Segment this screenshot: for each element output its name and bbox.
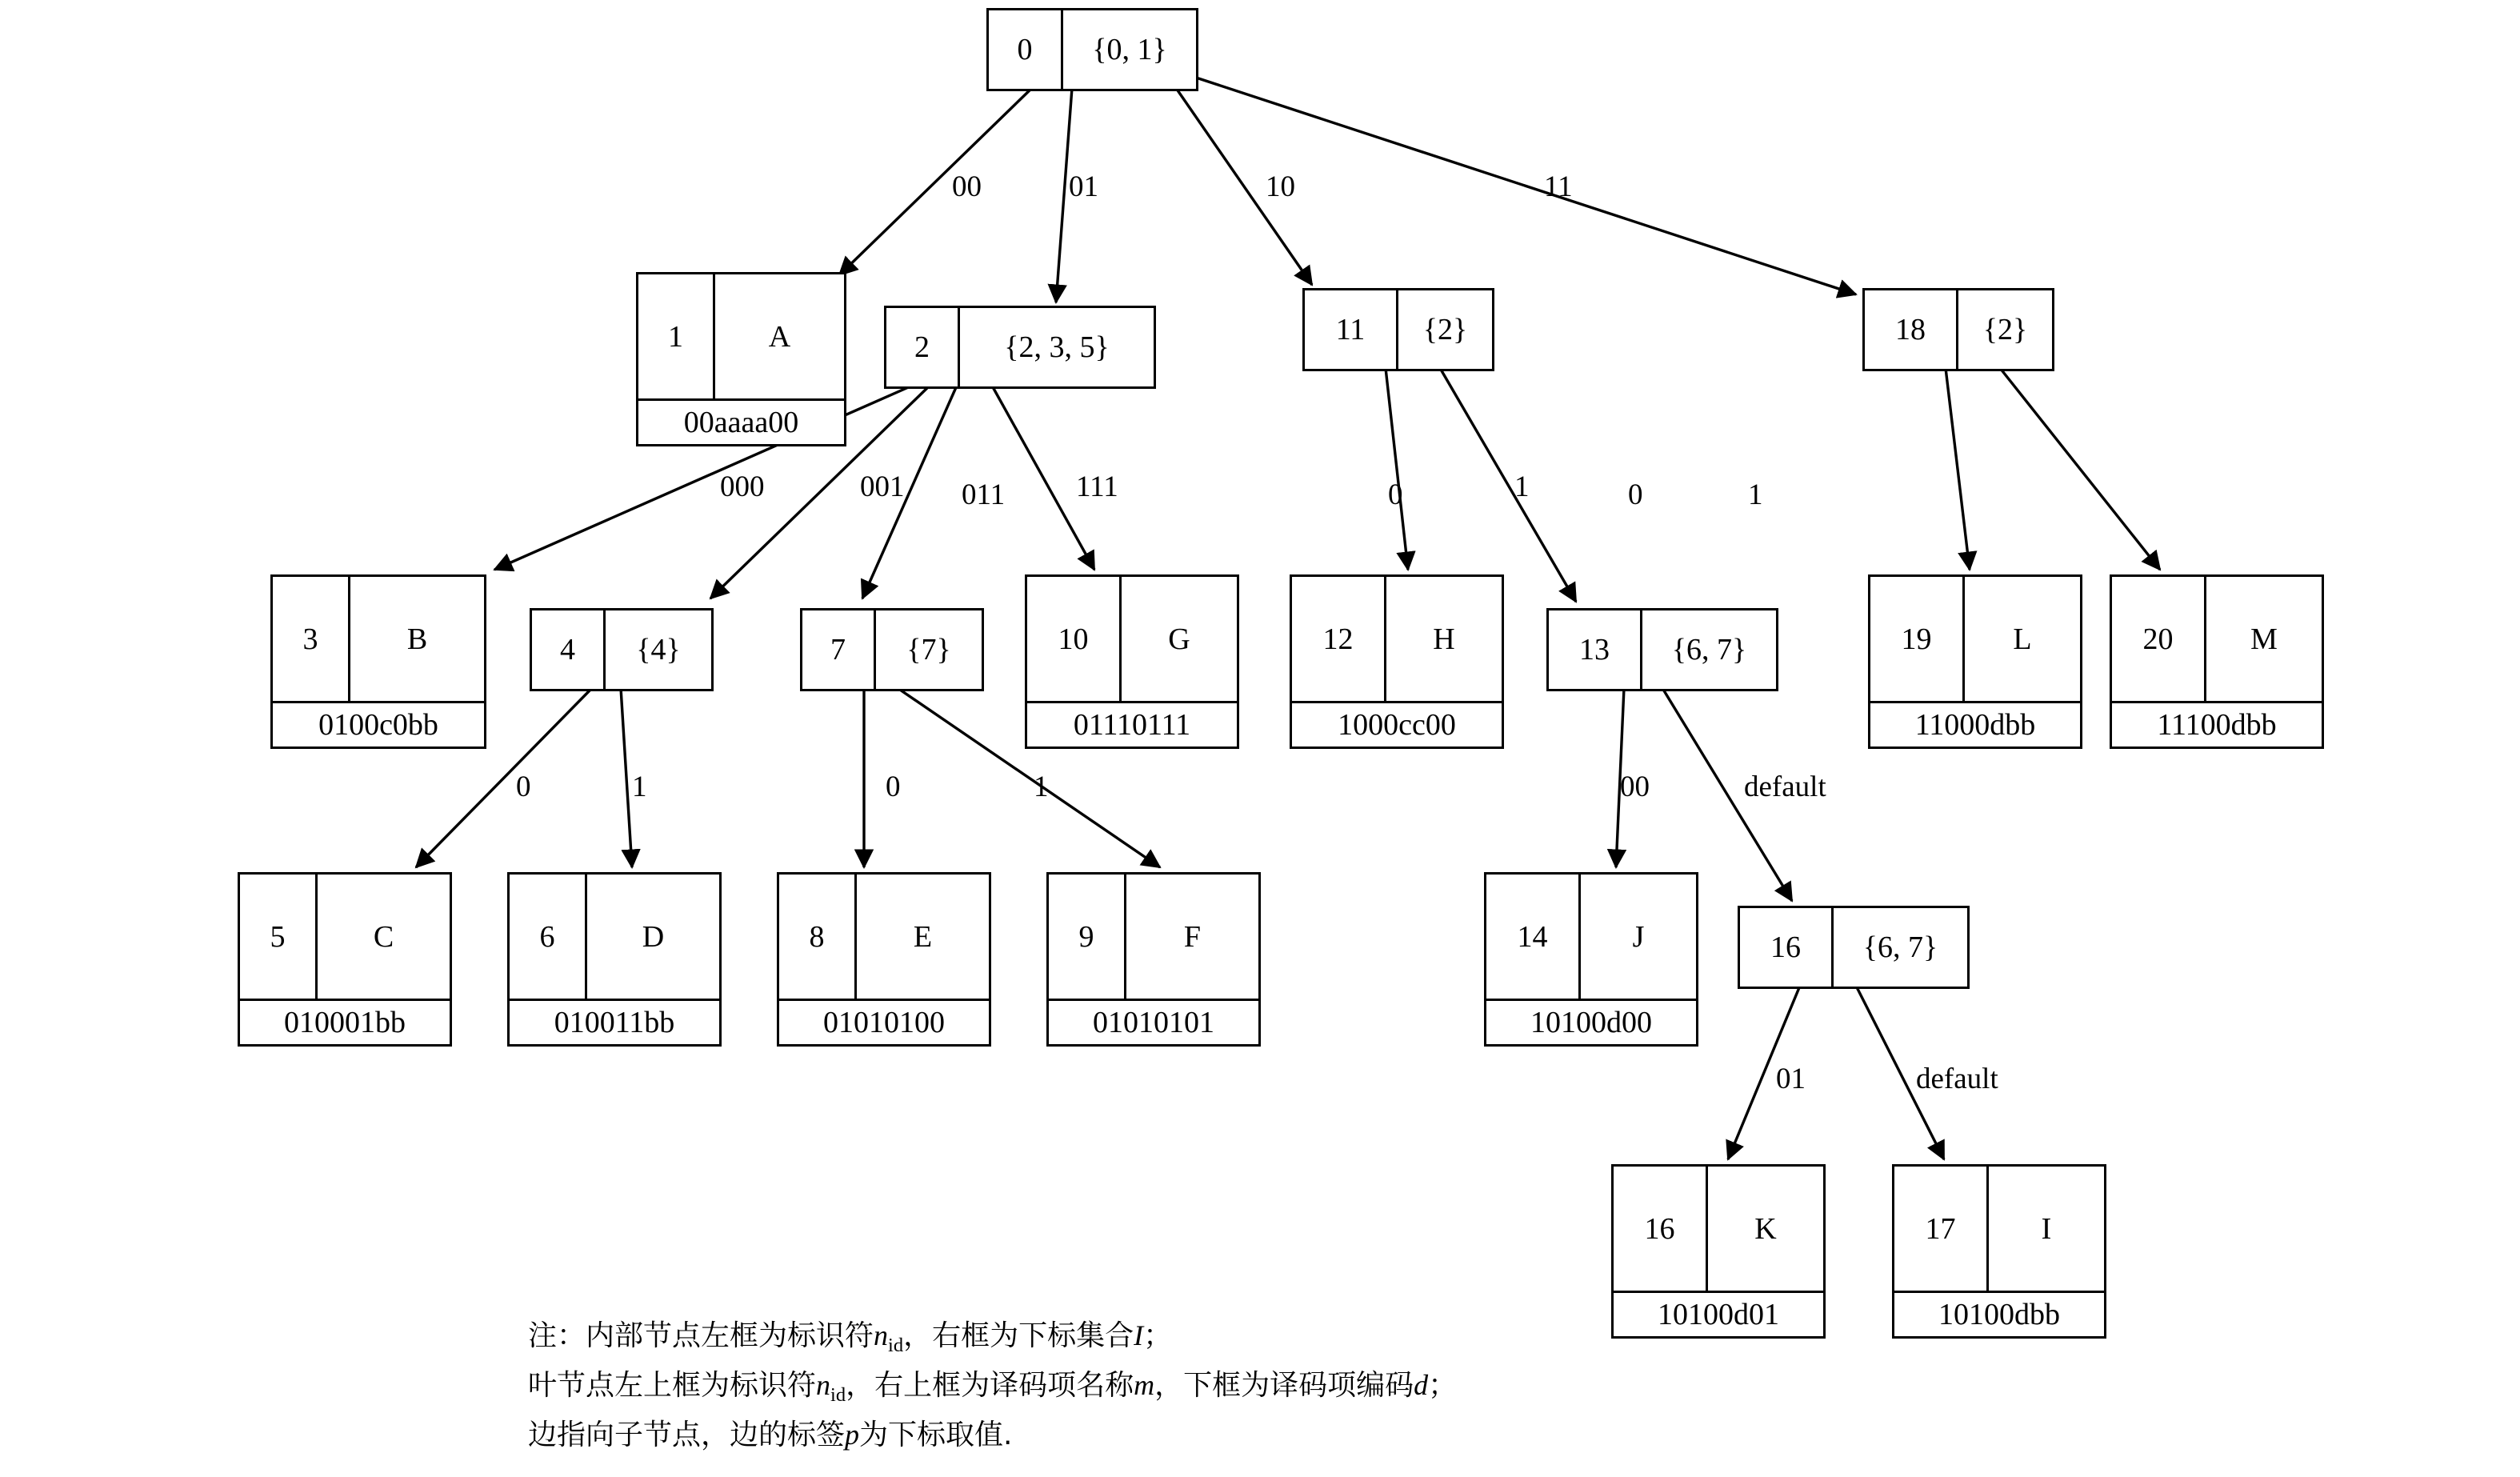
node-n6-code: 010011bb: [510, 999, 719, 1044]
node-n19[interactable]: [1868, 574, 2082, 749]
node-n6-value: D: [642, 919, 665, 954]
legend-line1-n: n: [874, 1319, 889, 1351]
edge-n18-n20: [2000, 368, 2160, 570]
node-n16a[interactable]: [1738, 906, 1970, 989]
node-n13[interactable]: [1546, 608, 1778, 691]
legend-line3-text-b: 为下标取值.: [859, 1418, 1013, 1451]
node-n20-code: 11100dbb: [2112, 701, 2322, 747]
node-n1-id: 1: [638, 274, 715, 398]
node-n3-top: [273, 577, 484, 701]
legend-line2-text-e: ；: [1428, 1368, 1458, 1402]
node-n5-code: 010001bb: [240, 999, 450, 1044]
node-n1-value: A: [768, 319, 791, 354]
legend: [528, 1312, 1457, 1459]
edge-label-n0-n18: 11: [1544, 170, 1573, 203]
node-n16a-top: [1740, 908, 1967, 987]
edge-label-n2-n3: 000: [720, 470, 765, 503]
legend-line2-text-c: ，下框为译码项编码: [1154, 1368, 1414, 1402]
node-n19-id: 19: [1870, 577, 1965, 701]
legend-line1-text-c: ；: [1143, 1319, 1173, 1352]
legend-line2-d: d: [1414, 1368, 1429, 1401]
edge-label-n16a-n17: default: [1916, 1063, 1998, 1095]
node-n2-value: {2, 3, 5}: [1004, 330, 1110, 364]
node-n9-code: 01010101: [1049, 999, 1258, 1044]
node-n8-code: 01010100: [779, 999, 989, 1044]
node-n11-top: [1305, 290, 1492, 369]
node-n16a-id: 16: [1740, 908, 1834, 987]
node-n18[interactable]: [1862, 288, 2054, 371]
edge-n11-n12: [1386, 368, 1408, 570]
edge-label-n18-n20: 1: [1748, 478, 1763, 511]
node-n14-id: 14: [1486, 875, 1581, 999]
node-n6-id: 6: [510, 875, 587, 999]
node-n1-top: [638, 274, 844, 398]
node-n11-id: 11: [1305, 290, 1398, 369]
edge-label-n7-n9: 1: [1034, 771, 1049, 803]
legend-line2-text-b: ，右上框为译码项名称: [846, 1368, 1134, 1402]
edge-label-n13-n14: 00: [1620, 771, 1650, 803]
node-n0-id: 0: [989, 10, 1063, 89]
node-n17-code: 10100dbb: [1894, 1291, 2104, 1336]
node-n18-top: [1865, 290, 2052, 369]
edge-label-n4-n6: 1: [632, 771, 647, 803]
node-n10[interactable]: [1025, 574, 1239, 749]
legend-line1-text-b: ，右框为下标集合: [903, 1319, 1134, 1352]
legend-line1-i: I: [1134, 1319, 1144, 1351]
node-n17-value: I: [2041, 1211, 2052, 1246]
legend-line-2: [528, 1362, 1457, 1411]
node-n14[interactable]: [1484, 872, 1698, 1047]
edge-label-n11-n12: 0: [1388, 478, 1403, 511]
node-n2[interactable]: [884, 306, 1156, 389]
legend-line1-text-a: 注：内部节点左框为标识符: [528, 1319, 874, 1352]
node-n10-code: 01110111: [1027, 701, 1237, 747]
edge-n11-n13: [1440, 368, 1576, 602]
node-n6-top: [510, 875, 719, 999]
edge-n0-n1: [839, 88, 1032, 275]
node-n5-value: C: [373, 919, 394, 954]
node-n16b-id: 16: [1614, 1167, 1708, 1291]
legend-line3-text-a: 边指向子节点，边的标签: [528, 1418, 846, 1451]
node-n13-top: [1549, 610, 1776, 689]
node-n20-id: 20: [2112, 577, 2206, 701]
edge-label-n18-n19: 0: [1628, 478, 1643, 511]
node-n2-top: [886, 308, 1154, 386]
node-n1[interactable]: [636, 272, 846, 446]
edge-label-n13-n16a: default: [1744, 771, 1826, 803]
node-n16b-code: 10100d01: [1614, 1291, 1823, 1336]
node-n18-id: 18: [1865, 290, 1958, 369]
node-n10-value: G: [1168, 622, 1190, 656]
node-n11[interactable]: [1302, 288, 1494, 371]
node-n16b[interactable]: [1611, 1164, 1826, 1339]
node-n14-top: [1486, 875, 1696, 999]
node-n8-value: E: [913, 919, 933, 954]
legend-line3-p: p: [845, 1418, 860, 1451]
node-n9-top: [1049, 875, 1258, 999]
node-n3[interactable]: [270, 574, 486, 749]
edge-label-n0-n11: 10: [1266, 170, 1295, 203]
node-n0[interactable]: [986, 8, 1198, 91]
node-n4[interactable]: [530, 608, 714, 691]
node-n14-code: 10100d00: [1486, 999, 1696, 1044]
node-n7-id: 7: [802, 610, 876, 689]
node-n4-id: 4: [532, 610, 606, 689]
node-n3-id: 3: [273, 577, 350, 701]
node-n8-id: 8: [779, 875, 857, 999]
node-n20-top: [2112, 577, 2322, 701]
node-n16b-value: K: [1754, 1211, 1777, 1246]
node-n12-id: 12: [1292, 577, 1386, 701]
legend-line1-sub: id: [888, 1335, 904, 1357]
node-n7-top: [802, 610, 982, 689]
legend-line2-n: n: [816, 1368, 831, 1401]
node-n10-top: [1027, 577, 1237, 701]
edge-label-n16a-n16b: 01: [1776, 1063, 1806, 1095]
node-n11-value: {2}: [1422, 313, 1468, 346]
node-n17-id: 17: [1894, 1167, 1989, 1291]
node-n9[interactable]: [1046, 872, 1261, 1047]
node-n12-code: 1000cc00: [1292, 701, 1502, 747]
node-n9-id: 9: [1049, 875, 1126, 999]
node-n3-code: 0100c0bb: [273, 701, 484, 747]
edge-label-n2-n7: 011: [962, 478, 1006, 511]
edge-n4-n6: [621, 688, 632, 867]
node-n19-value: L: [2013, 622, 2032, 656]
edge-label-n2-n4: 001: [860, 470, 905, 503]
node-n7[interactable]: [800, 608, 984, 691]
legend-line2-text-a: 叶节点左上框为标识符: [528, 1368, 817, 1402]
node-n3-value: B: [406, 622, 428, 656]
legend-line2-sub: id: [830, 1384, 846, 1407]
legend-line2-m: m: [1134, 1368, 1155, 1401]
edge-label-n7-n8: 0: [886, 771, 901, 803]
node-n19-top: [1870, 577, 2080, 701]
node-n5[interactable]: [238, 872, 452, 1047]
node-n18-value: {2}: [1982, 313, 2028, 346]
node-n20[interactable]: [2110, 574, 2324, 749]
node-n12-value: H: [1433, 622, 1455, 656]
node-n9-value: F: [1183, 919, 1202, 954]
node-n2-id: 2: [886, 308, 960, 386]
node-n7-value: {7}: [906, 633, 951, 666]
node-n4-value: {4}: [636, 633, 681, 666]
node-n8[interactable]: [777, 872, 991, 1047]
legend-line-3: [528, 1411, 1457, 1459]
edge-n18-n19: [1946, 368, 1970, 570]
node-n8-top: [779, 875, 989, 999]
node-n4-top: [532, 610, 711, 689]
node-n17-top: [1894, 1167, 2104, 1291]
node-n10-id: 10: [1027, 577, 1122, 701]
edge-label-n0-n2: 01: [1069, 170, 1098, 203]
node-n0-top: [989, 10, 1196, 89]
node-n0-value: {0, 1}: [1092, 33, 1167, 66]
node-n5-id: 5: [240, 875, 318, 999]
legend-line-1: [528, 1312, 1457, 1362]
node-n1-code: 00aaaa00: [638, 398, 844, 444]
node-n20-value: M: [2250, 622, 2278, 656]
edge-label-n11-n13: 1: [1514, 470, 1530, 503]
node-n19-code: 11000dbb: [1870, 701, 2080, 747]
node-n14-value: J: [1632, 919, 1645, 954]
node-n17[interactable]: [1892, 1164, 2106, 1339]
node-n13-id: 13: [1549, 610, 1642, 689]
node-n16b-top: [1614, 1167, 1823, 1291]
node-n5-top: [240, 875, 450, 999]
node-n13-value: {6, 7}: [1671, 633, 1747, 666]
edge-label-n4-n5: 0: [516, 771, 531, 803]
edge-label-n0-n1: 00: [952, 170, 982, 203]
node-n16a-value: {6, 7}: [1862, 931, 1938, 964]
node-n12-top: [1292, 577, 1502, 701]
edge-label-n2-n10: 111: [1076, 470, 1118, 503]
node-n12[interactable]: [1290, 574, 1504, 749]
node-n6[interactable]: [507, 872, 722, 1047]
